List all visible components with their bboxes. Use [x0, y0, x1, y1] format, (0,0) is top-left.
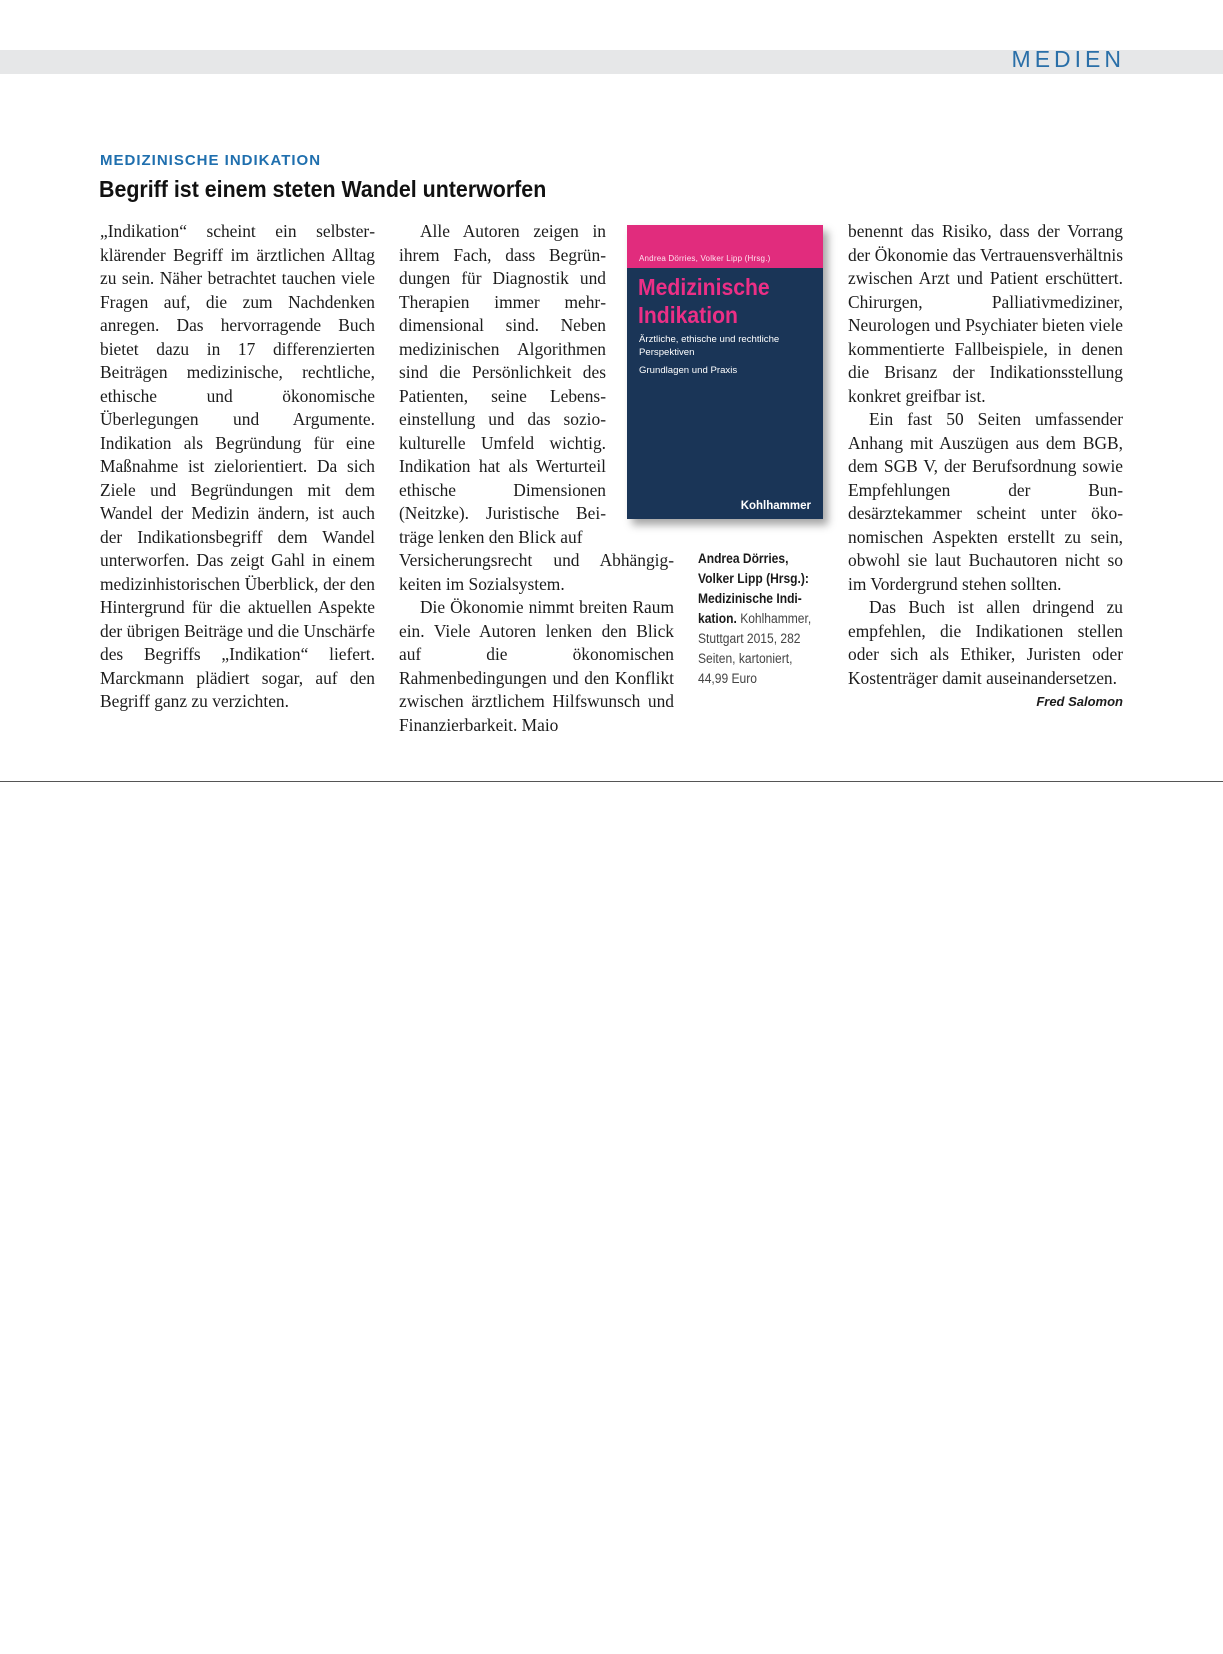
- author-signature: Fred Salomon: [1036, 694, 1123, 709]
- paragraph: Ein fast 50 Seiten umfassender Anhang mit Auszügen aus dem BGB, dem SGB V, der Berufsordnung sowie Empfehlungen der Bundesärztekammer scheint unter ökonomischen Aspekten erstellt zu sein, obwohl sie laut Buchautoren nicht so im Vordergrund stehen sollten.: [848, 409, 1123, 594]
- article-headline: Begriff ist einem steten Wandel unterworfen: [99, 176, 547, 202]
- article-divider: [0, 781, 1223, 782]
- book-cover-image: [627, 225, 823, 519]
- paragraph: „Indikation“ scheint ein selbsterklärender Begriff im ärztlichen Alltag zu sein. Näher betrachtet tauchen viele Fragen auf, die zum Nachdenken anregen. Das hervorragende Buch bietet dazu in 17 differenzierten Beiträgen medizinische, rechtliche, ethische und ökonomische Überlegungen und Argumente. Indikation als Begründung für eine Maßnahme ist zielorientiert. Da sich Ziele und Begründungen mit dem Wandel der Medizin ändern, ist auch der Indikationsbegriff dem Wandel unterworfen. Das zeigt Gahl in einem medizinhistorischen Überblick, der den Hintergrund für die aktuellen Aspekte der übrigen Beiträge und die Unschärfe des Begriffs „Indikation“ liefert. Marckmann plädiert sogar, auf den Begriff ganz zu verzichten.: [100, 221, 375, 711]
- paragraph: Alle Autoren zeigen in ihrem Fach, dass Begründungen für Diagnostik und Therapien immer mehrdimensional sind. Neben medizinischen Algorithmen sind die Persönlichkeit des Patienten, seine Lebenseinstellung und das soziokulturelle Umfeld wichtig. Indikation hat als Werturteil ethische Dimensionen (Neitzke). Juristische Beiträge lenken den Blick auf: [399, 221, 606, 547]
- paragraph: Die Ökonomie nimmt breiten Raum ein. Viele Autoren lenken den Blick auf die ökonomischen Rahmenbedingungen und den Konflikt zwischen ärztlichem Hilfswunsch und Finanzierbarkeit. Maio: [399, 597, 674, 735]
- article-column-3: [848, 220, 1123, 714]
- book-caption-details: Kohlhammer, Stuttgart 2015, 282 Seiten, kartoniert, 44,99 Euro: [698, 611, 812, 686]
- paragraph: benennt das Risiko, dass der Vorrang der Ökonomie das Vertrauensverhältnis zwischen Arzt und Patient erschüttert. Chirurgen, Palliativmediziner, Neurologen und Psychiater bieten viele kommentierte Fallbeispiele, in denen die Brisanz der Indikationsstellung konkret greifbar ist.: [848, 221, 1123, 406]
- paragraph: Versicherungsrecht und Abhängigkeiten im Sozialsystem.: [399, 550, 674, 594]
- paragraph-text: Das Buch ist allen dringend zu empfehlen, die Indikationen stellen oder sich als Ethiker, Juristen oder Kostenträger damit auseinandersetzen.: [848, 597, 1123, 688]
- book-cover-authors: Andrea Dörries, Volker Lipp (Hrsg.): [639, 254, 771, 263]
- book-cover-title-line: Medizinische: [638, 274, 770, 300]
- book-cover-title: [638, 273, 770, 329]
- section-label: MEDIEN: [1011, 46, 1125, 72]
- book-cover-subtitle-2: Grundlagen und Praxis: [639, 365, 738, 376]
- book-cover-title-line: Indikation: [638, 302, 738, 328]
- article-column-2-continued: [399, 549, 674, 737]
- book-cover-subtitle: Ärztliche, ethische und rechtliche Perspektiven: [639, 334, 780, 358]
- book-cover-publisher: Kohlhammer: [740, 500, 811, 512]
- article-column-1: [100, 220, 375, 714]
- book-caption-title: Andrea Dörries, Volker Lipp (Hrsg.): Medizinische Indikation.: [698, 551, 809, 626]
- article-column-2: [399, 220, 606, 549]
- book-caption: [698, 549, 813, 689]
- paragraph-last: [848, 596, 1123, 709]
- article-kicker: MEDIZINISCHE INDIKATION: [100, 152, 322, 169]
